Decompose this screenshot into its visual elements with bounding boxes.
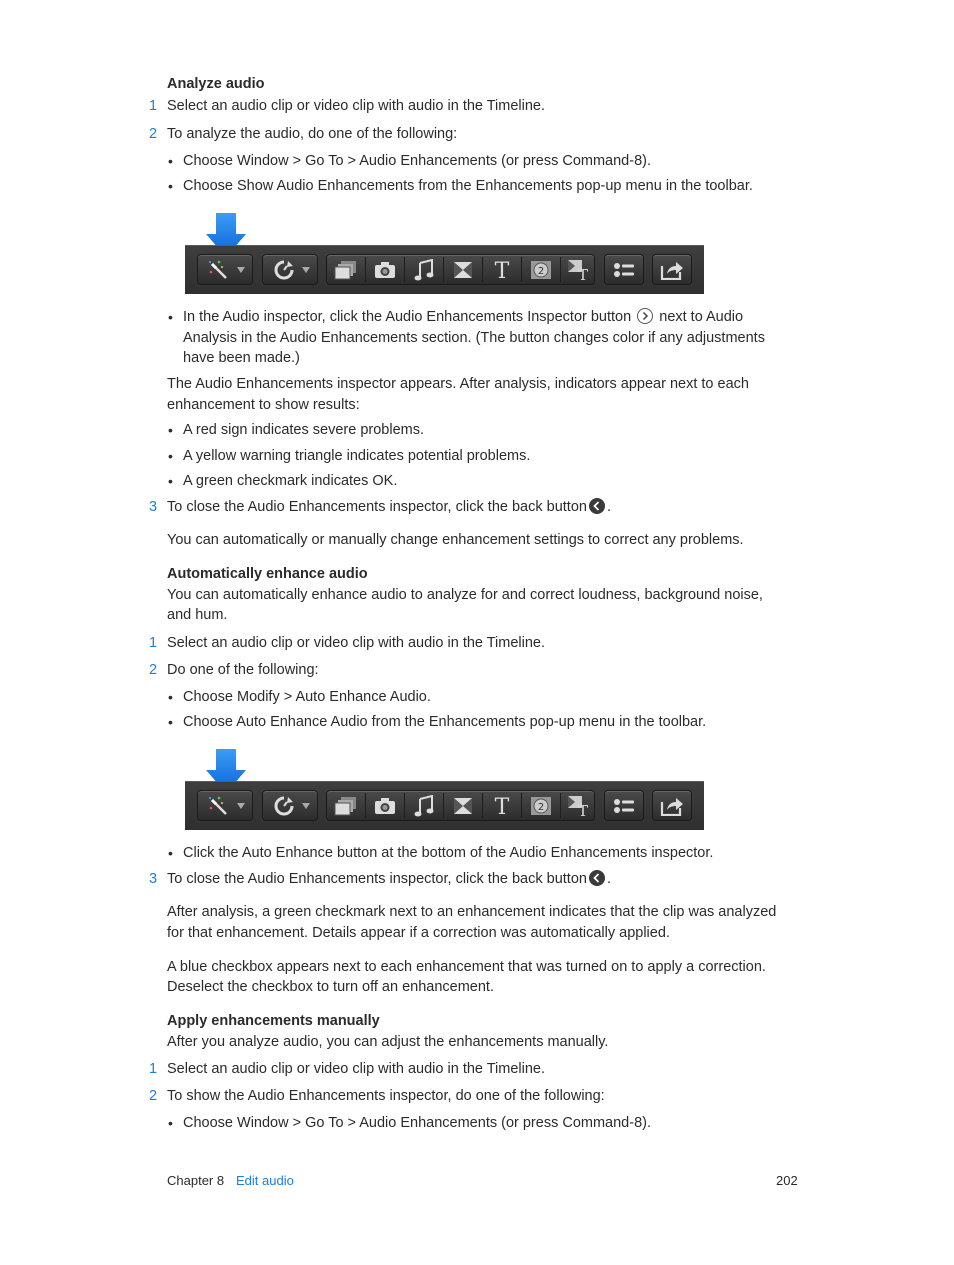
paragraph: enhancement to show results: xyxy=(167,397,360,413)
back-button-icon xyxy=(589,870,605,886)
bullet-text: A red sign indicates severe problems. xyxy=(183,422,424,438)
step-text: To close the Audio Enhancements inspector, click the back button . xyxy=(167,499,611,515)
svg-text:2: 2 xyxy=(537,265,545,277)
app-toolbar xyxy=(185,781,704,830)
bullet-text: Choose Window > Go To > Audio Enhancements (or press Command-8). xyxy=(183,153,651,169)
bullet-text: Choose Modify > Auto Enhance Audio. xyxy=(183,689,431,705)
bullet-mark: • xyxy=(168,473,173,489)
photos-browser-icon[interactable] xyxy=(327,791,365,820)
bullet-mark: • xyxy=(168,845,173,861)
enhancements-wand-icon xyxy=(204,791,234,820)
bullet-mark: • xyxy=(168,178,173,194)
camera-icon[interactable] xyxy=(366,255,404,284)
chevron-down-icon xyxy=(299,255,313,284)
paragraph: After analysis, a green checkmark next to an enhancement indicates that the clip was analyzed xyxy=(167,904,777,920)
step-number: 1 xyxy=(149,98,158,114)
manual-enhance-heading: Apply enhancements manually xyxy=(167,1013,380,1029)
chevron-right-icon xyxy=(637,308,653,324)
retiming-menu-button[interactable] xyxy=(262,790,318,821)
step-number: 1 xyxy=(149,1061,158,1077)
bullet-mark: • xyxy=(168,422,173,438)
step-text: To close the Audio Enhancements inspector, click the back button . xyxy=(167,871,611,887)
step-number: 3 xyxy=(149,499,158,515)
bullet-text: In the Audio inspector, click the Audio Enhancements Inspector button next to Audio xyxy=(183,309,744,325)
titles-icon[interactable] xyxy=(483,255,521,284)
inspector-button[interactable] xyxy=(604,790,644,821)
step-number: 2 xyxy=(149,126,158,142)
transitions-icon[interactable] xyxy=(444,791,482,820)
step-number: 1 xyxy=(149,635,158,651)
step-number: 2 xyxy=(149,1088,158,1104)
bullet-text-line: Analysis in the Audio Enhancements section. (The button changes color if any adjustments xyxy=(183,330,765,346)
step-text: Select an audio clip or video clip with audio in the Timeline. xyxy=(167,1061,546,1077)
chevron-down-icon xyxy=(299,791,313,820)
browser-buttons-group xyxy=(326,790,595,821)
chevron-down-icon xyxy=(234,255,248,284)
bullet-text: Choose Show Audio Enhancements from the Enhancements pop-up menu in the toolbar. xyxy=(183,178,753,194)
generators-icon[interactable] xyxy=(522,255,560,284)
music-icon[interactable] xyxy=(405,255,443,284)
step-text: Select an audio clip or video clip with audio in the Timeline. xyxy=(167,98,546,114)
step-number: 3 xyxy=(149,871,158,887)
themes-icon[interactable] xyxy=(561,255,596,284)
app-toolbar xyxy=(185,245,704,294)
photos-browser-icon[interactable] xyxy=(327,255,365,284)
inspector-button[interactable] xyxy=(604,254,644,285)
enhancements-menu-button[interactable] xyxy=(197,254,253,285)
svg-text:T: T xyxy=(494,258,510,281)
step-number: 2 xyxy=(149,662,158,678)
auto-enhance-heading: Automatically enhance audio xyxy=(167,566,368,582)
paragraph: You can automatically enhance audio to analyze for and correct loudness, background noise, xyxy=(167,587,763,603)
music-icon[interactable] xyxy=(405,791,443,820)
svg-text:2: 2 xyxy=(537,801,545,813)
share-icon xyxy=(653,791,691,820)
transitions-icon[interactable] xyxy=(444,255,482,284)
step-text: To analyze the audio, do one of the following: xyxy=(167,126,458,142)
paragraph: for that enhancement. Details appear if a correction was automatically applied. xyxy=(167,925,670,941)
enhancements-menu-button[interactable] xyxy=(197,790,253,821)
page-number: 202 xyxy=(776,1173,798,1188)
bullet-mark: • xyxy=(168,153,173,169)
step-text: Select an audio clip or video clip with audio in the Timeline. xyxy=(167,635,546,651)
generators-icon[interactable] xyxy=(522,791,560,820)
bullet-text: Choose Auto Enhance Audio from the Enhancements pop-up menu in the toolbar. xyxy=(183,714,707,730)
paragraph: A blue checkbox appears next to each enhancement that was turned on to apply a correction. xyxy=(167,959,766,975)
camera-icon[interactable] xyxy=(366,791,404,820)
themes-icon[interactable] xyxy=(561,791,596,820)
step-text: To show the Audio Enhancements inspector, do one of the following: xyxy=(167,1088,605,1104)
bullet-text-line: have been made.) xyxy=(183,350,300,366)
bullet-mark: • xyxy=(168,689,173,705)
paragraph: The Audio Enhancements inspector appears. After analysis, indicators appear next to each xyxy=(167,376,749,392)
analyze-audio-heading: Analyze audio xyxy=(167,76,265,92)
step-text: Do one of the following: xyxy=(167,662,319,678)
paragraph: Deselect the checkbox to turn off an enhancement. xyxy=(167,979,494,995)
retiming-icon xyxy=(269,791,299,820)
paragraph: After you analyze audio, you can adjust the enhancements manually. xyxy=(167,1034,609,1050)
svg-text:T: T xyxy=(577,265,588,281)
enhancements-wand-icon xyxy=(204,255,234,284)
share-icon xyxy=(653,255,691,284)
svg-text:T: T xyxy=(494,794,510,817)
bullet-mark: • xyxy=(168,1115,173,1131)
chevron-down-icon xyxy=(234,791,248,820)
paragraph: and hum. xyxy=(167,607,228,623)
back-button-icon xyxy=(589,498,605,514)
footer-chapter: Chapter 8 xyxy=(167,1173,225,1188)
browser-buttons-group xyxy=(326,254,595,285)
svg-text:T: T xyxy=(577,801,588,817)
paragraph: You can automatically or manually change enhancement settings to correct any problems. xyxy=(167,532,744,548)
share-button[interactable] xyxy=(652,254,692,285)
inspector-icon xyxy=(605,255,643,284)
share-button[interactable] xyxy=(652,790,692,821)
bullet-mark: • xyxy=(168,714,173,730)
titles-icon[interactable] xyxy=(483,791,521,820)
retiming-menu-button[interactable] xyxy=(262,254,318,285)
footer-chapter-link[interactable]: Edit audio xyxy=(236,1173,294,1188)
bullet-text: A yellow warning triangle indicates potential problems. xyxy=(183,448,531,464)
bullet-text: Choose Window > Go To > Audio Enhancements (or press Command-8). xyxy=(183,1115,651,1131)
retiming-icon xyxy=(269,255,299,284)
bullet-text: A green checkmark indicates OK. xyxy=(183,473,398,489)
bullet-text: Click the Auto Enhance button at the bottom of the Audio Enhancements inspector. xyxy=(183,845,714,861)
inspector-icon xyxy=(605,791,643,820)
bullet-mark: • xyxy=(168,309,173,325)
bullet-mark: • xyxy=(168,448,173,464)
